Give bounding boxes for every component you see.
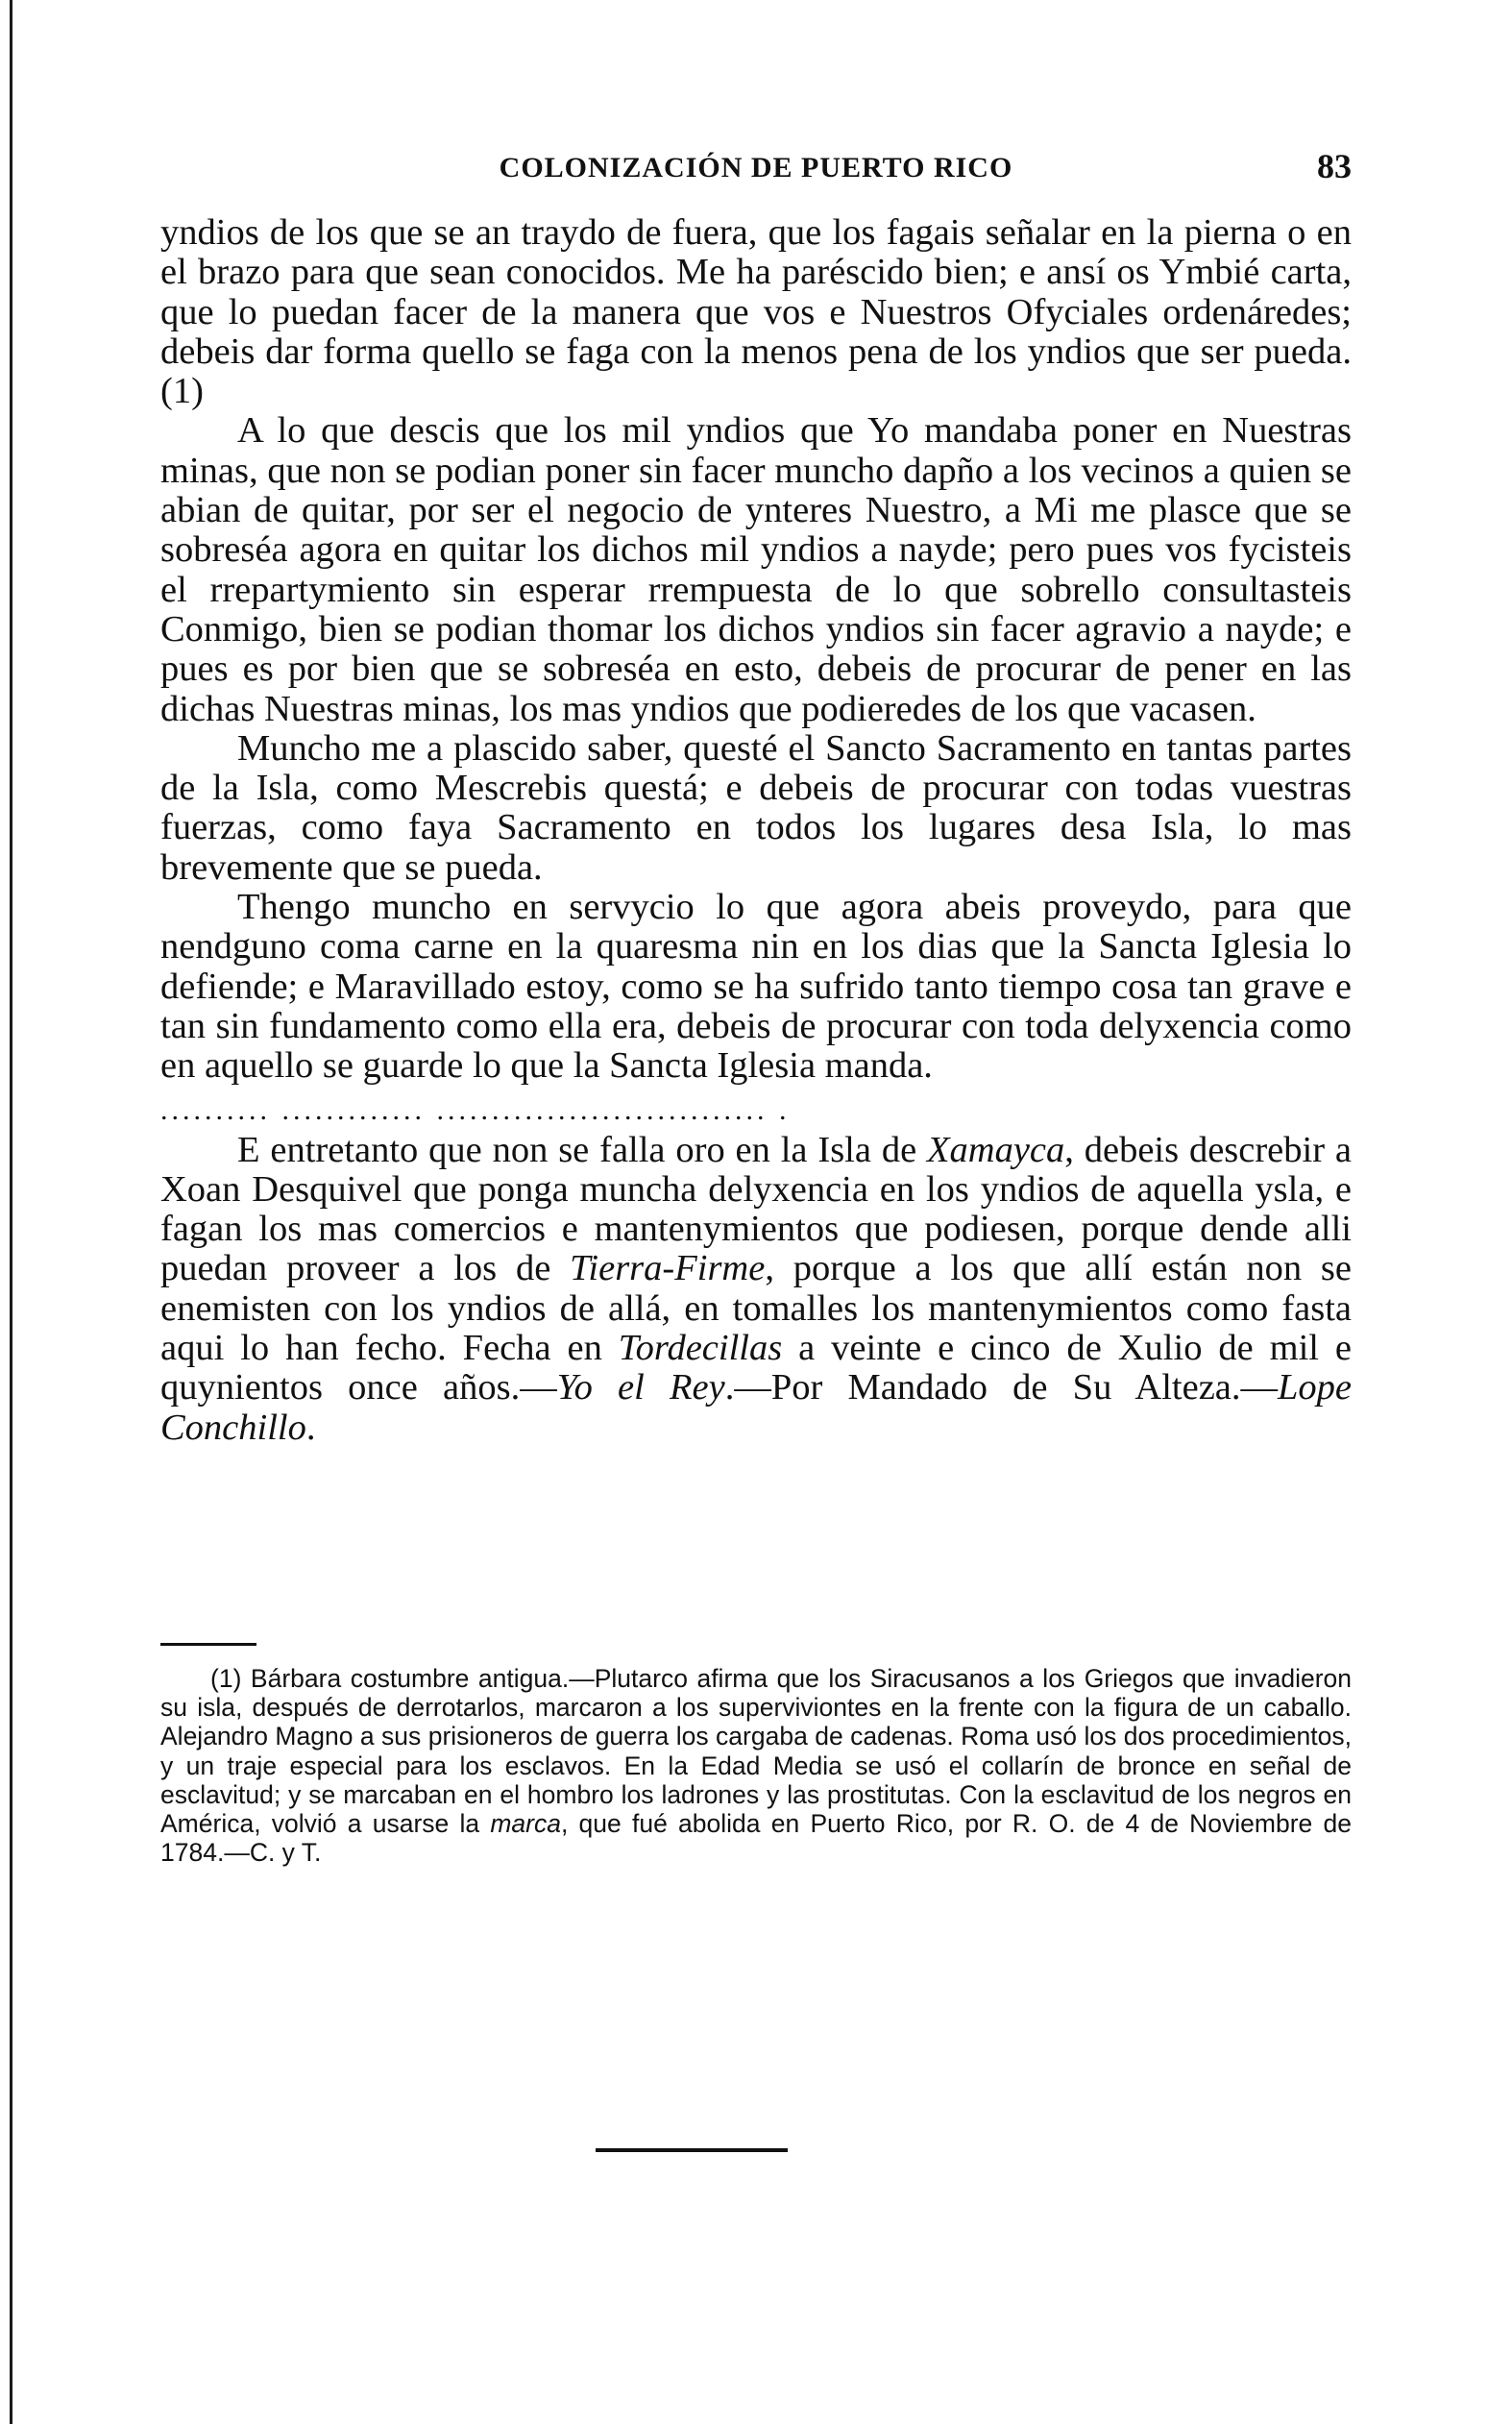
p5-text-e: .—Por Mandado de Su Alteza.— [724, 1367, 1278, 1408]
footnote-marker: (1) [210, 1664, 242, 1693]
p5-tierra-firme: Tierra-Firme [570, 1248, 766, 1289]
page-number: 83 [1317, 147, 1352, 185]
footnote-paragraph [160, 1664, 1352, 1867]
p5-text-b: , debeis descrebir a Xoan Desquivel que ponga muncha delyxencia en los yndios de aquella ysla, e fagan los mas comercios e mantenymientos que podiesen, porque dende alli puedan proveer a los de [160, 1129, 1352, 1289]
footnote-marca: marca [490, 1809, 561, 1839]
body-text [160, 213, 1352, 1448]
p5-text-f: . [305, 1407, 316, 1448]
left-margin-rule [10, 0, 12, 2424]
running-head: COLONIZACIÓN DE PUERTO RICO [499, 152, 1013, 184]
p5-lope-conchillo: Lope Conchillo [160, 1367, 1352, 1448]
p5-text-c: , porque a los que allí están non se enemisten con los yndios de allá, en tomalles los mantenymientos como fasta aqui lo han fecho. Fecha en [160, 1248, 1352, 1369]
footnote-text-a: Bárbara costumbre antigua.—Plutarco afirma que los Siracusanos a los Griegos que invadieron su isla, después de derrotarlos, marcaron a los superviviontes en la frente con la figura de un caballo. Alejandro Magno a sus prisioneros de guerra los cargaba de cadenas. Roma usó los dos procedimientos, y un traje especial para los esclavos. En la Edad Media se usó el collarín de bronce en señal de esclavitud; y se marcaban en el hombro los ladrones y las prostitutas. Con la esclavitud de los negros en América, volvió a usarse la [160, 1664, 1352, 1839]
paragraph-4: Thengo muncho en servycio lo que agora abeis proveydo, para que nendguno coma carne en la quaresma nin en los dias que la Sancta Iglesia lo defiende; e Maravillado estoy, como se ha sufrido tanto tiempo cosa tan grave e tan sin fundamento como ella era, debeis de procurar con toda delyxencia como en aquello se guarde lo que la Sancta Iglesia manda. [160, 887, 1352, 1087]
page-header [160, 147, 1352, 194]
p5-tordecillas: Tordecillas [618, 1328, 783, 1369]
ellipsis-separator: .......... ............. .............................. . [160, 1095, 791, 1125]
p5-yo-el-rey: Yo el Rey [556, 1367, 725, 1408]
p5-text-a: E entretanto que non se falla oro en la Isla de [237, 1129, 928, 1170]
footnote [160, 1664, 1352, 1867]
p5-xamayca: Xamayca [927, 1129, 1065, 1170]
paragraph-3: Muncho me a plascido saber, questé el Sancto Sacramento en tantas partes de la Isla, como Mescrebis questá; e debeis de procurar con todas vuestras fuerzas, como faya Sacramento en todos los lugares desa Isla, lo mas brevemente que se pueda. [160, 727, 1352, 888]
paragraph-1: yndios de los que se an traydo de fuera, que los fagais señalar en la pierna o en el brazo para que sean conocidos. Me ha paréscido bien; e ansí os Ymbié carta, que lo puedan facer de la manera que vos e Nuestros Ofyciales ordenáredes; debeis dar forma quello se faga con la menos pena de los yndios que ser pueda. (1) [160, 212, 1352, 412]
paragraph-5 [160, 1131, 1352, 1448]
paragraph-2: A lo que descis que los mil yndios que Yo mandaba poner en Nuestras minas, que non se podian poner sin facer muncho dapño a los vecinos a quien se abian de quitar, por ser el negocio de ynteres Nuestro, a Mi me plasce que se sobreséa agora en quitar los dichos mil yndios a nayde; pero pues vos fycisteis el rrepartymiento sin esperar rrempuesta de lo que sobrello consultasteis Conmigo, bien se podian thomar los dichos yndios sin facer agravio a nayde; e pues es por bien que se sobreséa en esto, debeis de procurar de pener en las dichas Nuestras minas, los mas yndios que podieredes de los que vacasen. [160, 410, 1352, 729]
footnote-text-b: , que fué abolida en Puerto Rico, por R. O. de 4 de Noviembre de 1784.—C. y T. [160, 1809, 1352, 1868]
end-rule [596, 2148, 788, 2152]
footnote-rule [160, 1643, 256, 1646]
p5-text-d: a veinte e cinco de Xulio de mil e quynientos once años.— [160, 1328, 1352, 1408]
